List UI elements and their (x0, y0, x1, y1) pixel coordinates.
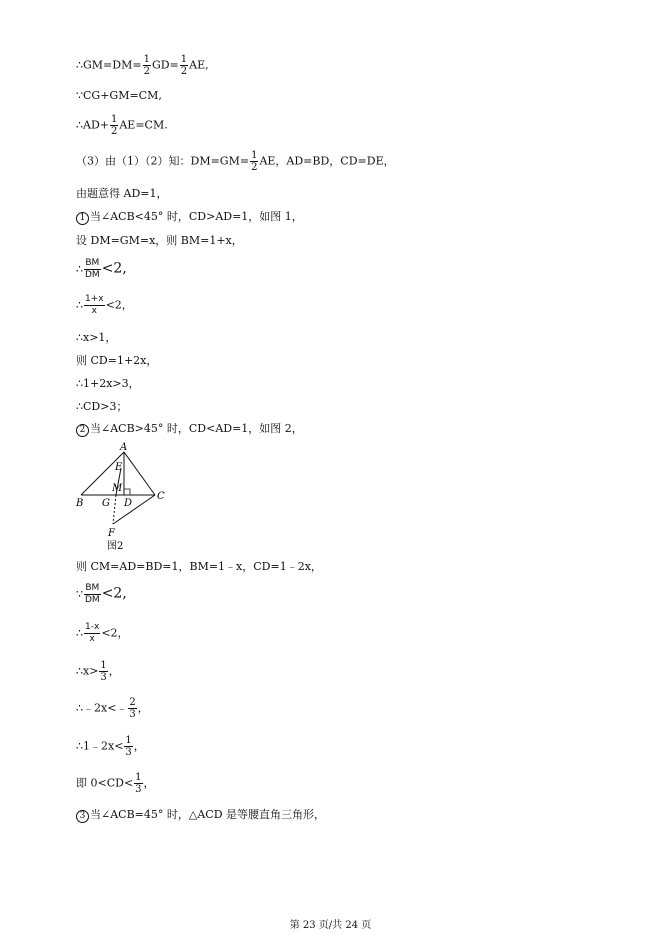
text-seg: （3）由（1）（2）知：DM=GM= (76, 154, 250, 168)
text-seg: ∴ (76, 626, 83, 640)
text-seg: ， (133, 739, 145, 753)
fraction (99, 660, 107, 683)
line-6 (76, 210, 303, 225)
text-seg: 当∠ACB<45° 时，CD>AD=1，如图 1， (90, 210, 303, 223)
text-seg: ， (143, 776, 155, 790)
fraction-numerator: 1+x (85, 294, 104, 304)
circled-number: 3 (76, 810, 89, 823)
text-seg: <2， (105, 298, 133, 312)
fraction-numerator: BM (85, 583, 100, 593)
text-seg: ， (137, 701, 149, 715)
fraction (143, 54, 151, 77)
line-15: 则 CM=AD=BD=1，BM=1﹣x，CD=1﹣2x， (76, 560, 322, 573)
fraction-denominator: 3 (125, 747, 132, 758)
fraction (124, 735, 132, 758)
label-D: D (124, 498, 133, 509)
label-M: M (112, 483, 123, 494)
text-seg: 当∠ACB>45° 时，CD<AD=1，如图 2， (90, 422, 303, 435)
fraction-numerator: 1 (125, 735, 132, 746)
text-seg: ∴1﹣2x< (76, 739, 124, 753)
label-C: C (157, 491, 165, 502)
fraction-denominator: DM (85, 270, 100, 280)
fraction (84, 583, 101, 606)
line-22 (76, 808, 325, 823)
segment-AC (124, 452, 155, 495)
line-7: 设 DM=GM=x，则 BM=1+x， (76, 234, 243, 247)
line-13: ∴CD>3； (76, 400, 128, 413)
fraction-numerator: 1 (251, 150, 258, 161)
figure-caption: 图2 (107, 541, 124, 552)
text-seg: ∴﹣2x<﹣ (76, 701, 128, 715)
fraction (180, 54, 188, 77)
text-seg: <2, (101, 260, 127, 277)
geometry-figure (76, 442, 176, 554)
line-2: ∵CG+GM=CM, (76, 89, 162, 102)
fraction-denominator: 2 (251, 162, 258, 173)
label-E: E (115, 462, 123, 473)
fraction-denominator: 2 (110, 126, 118, 137)
line-12: ∴1+2x>3， (76, 377, 140, 390)
fraction-numerator: 1 (110, 114, 118, 125)
line-11: 则 CD=1+2x， (76, 354, 158, 367)
line-21 (76, 772, 155, 795)
page-footer: 第 23 页/共 24 页 (289, 920, 372, 931)
fraction (84, 294, 105, 317)
line-10: ∴x>1， (76, 331, 117, 344)
line-18 (76, 660, 120, 683)
fraction-numerator: 1-x (85, 622, 100, 632)
fraction (110, 114, 118, 137)
text-seg: ∴ (76, 298, 83, 312)
fraction (250, 150, 258, 173)
line-4 (76, 150, 395, 173)
text-seg: ， (108, 664, 120, 678)
fraction-denominator: 3 (129, 709, 136, 720)
line-19 (76, 697, 149, 720)
fraction-numerator: BM (85, 258, 100, 268)
text-seg: ∵ (76, 587, 83, 601)
right-angle-mark (124, 489, 130, 495)
segment-GF (113, 495, 116, 524)
text-seg: ∴AD+ (76, 118, 109, 132)
text-seg: 即 0<CD< (76, 776, 134, 790)
label-B: B (76, 498, 84, 509)
text-seg: AE，AD=BD，CD=DE， (259, 154, 395, 168)
circled-number: 1 (76, 212, 89, 225)
line-8 (76, 258, 127, 281)
segment-FC (113, 495, 155, 524)
line-5: 由题意得 AD=1， (76, 187, 168, 200)
text-seg: <2， (101, 626, 129, 640)
fraction-denominator: 3 (100, 672, 107, 683)
fraction-denominator: 2 (143, 66, 150, 77)
line-14 (76, 422, 303, 437)
text-seg: ∴x> (76, 664, 99, 678)
circled-number: 2 (76, 424, 89, 437)
fraction (128, 697, 136, 720)
fraction-denominator: 3 (135, 784, 142, 795)
label-F: F (108, 528, 115, 539)
text-seg: AE=CM. (119, 118, 168, 132)
line-1 (76, 54, 209, 77)
line-17 (76, 622, 129, 645)
line-20 (76, 735, 145, 758)
label-G: G (102, 498, 110, 509)
text-seg: GD= (151, 58, 179, 72)
fraction-numerator: 1 (100, 660, 107, 671)
text-seg: ∴GM=DM= (76, 58, 142, 72)
line-9 (76, 294, 133, 317)
fraction (84, 258, 101, 281)
fraction-denominator: DM (85, 595, 100, 605)
fraction-numerator: 1 (143, 54, 150, 65)
fraction-numerator: 1 (180, 54, 188, 65)
text-seg: ∴ (76, 262, 83, 276)
fraction-numerator: 2 (129, 697, 136, 708)
fraction (134, 772, 142, 795)
fraction-denominator: x (89, 634, 95, 644)
fraction (84, 622, 100, 645)
text-seg: <2, (101, 585, 127, 602)
line-16 (76, 583, 127, 606)
line-3 (76, 114, 168, 137)
text-seg: 当∠ACB=45° 时，△ACD 是等腰直角三角形， (90, 808, 326, 821)
label-A: A (120, 442, 128, 453)
fraction-denominator: 2 (180, 66, 188, 77)
fraction-numerator: 1 (135, 772, 142, 783)
text-seg: AE, (189, 58, 209, 72)
fraction-denominator: x (91, 306, 97, 316)
